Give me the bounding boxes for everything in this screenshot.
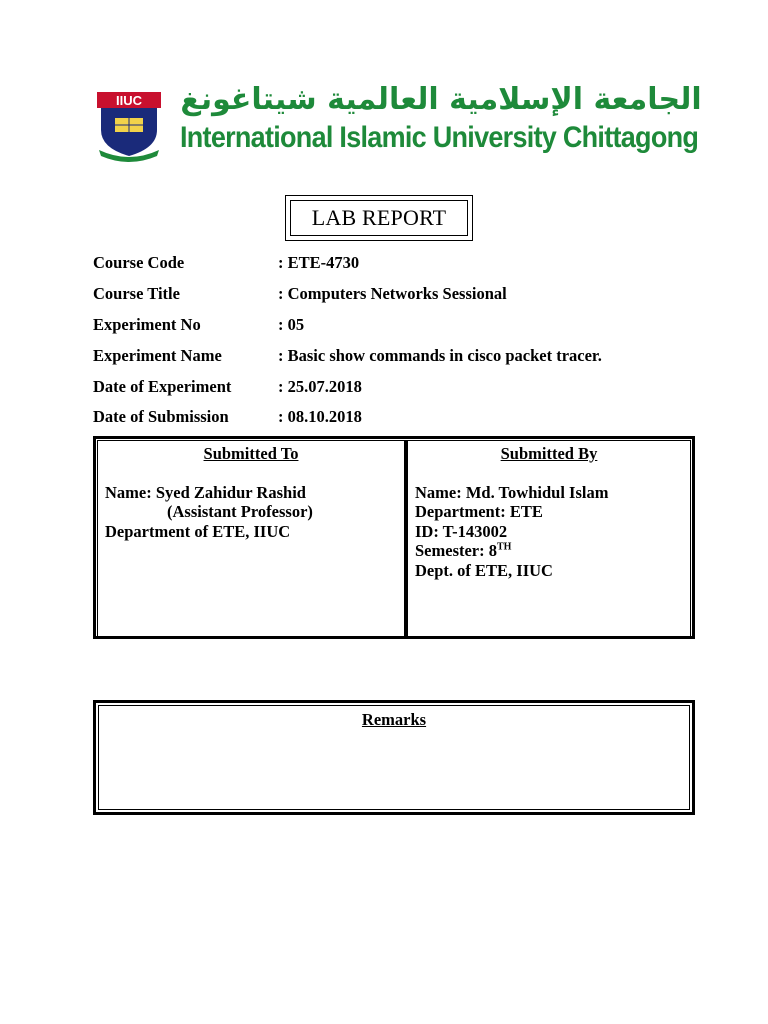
report-title: LAB REPORT [290, 200, 468, 236]
submitted-by-dept: Dept. of ETE, IIUC [415, 560, 553, 580]
submitted-by-heading: Submitted By [500, 444, 598, 463]
info-value: : Basic show commands in cisco packet tracer. [278, 345, 602, 365]
info-row [93, 402, 693, 433]
submitted-by-cell [407, 440, 691, 637]
info-label: Experiment No [93, 314, 201, 334]
submitted-to-name: Name: Syed Zahidur Rashid [105, 482, 306, 502]
info-row [93, 371, 693, 402]
submitted-by-id: ID: T-143002 [415, 521, 508, 541]
info-label: Date of Experiment [93, 376, 232, 396]
submitted-to-heading: Submitted To [203, 444, 299, 463]
info-value: : ETE-4730 [278, 253, 360, 273]
semester-superscript: TH [497, 541, 512, 553]
remarks-box [93, 700, 695, 815]
info-value: : 05 [278, 314, 305, 334]
course-info [93, 248, 693, 433]
info-value: : Computers Networks Sessional [278, 284, 507, 304]
info-row [93, 248, 693, 279]
info-label: Date of Submission [93, 407, 229, 427]
submitted-to-designation: (Assistant Professor) [167, 502, 313, 521]
university-crest-logo [95, 90, 163, 162]
info-label: Experiment Name [93, 345, 222, 365]
crest-text: IIUC [116, 93, 142, 108]
info-label: Course Code [93, 253, 185, 273]
submitted-by-department: Department: ETE [415, 502, 543, 521]
submitted-by-name: Name: Md. Towhidul Islam [415, 482, 609, 502]
info-value: : 25.07.2018 [278, 376, 362, 396]
arabic-university-name: الجامعة الإسلامية العالمية شيتاغونغ [180, 82, 702, 117]
submitted-to-department: Department of ETE, IIUC [105, 521, 291, 541]
info-label: Course Title [93, 284, 180, 304]
report-title-box [285, 195, 473, 241]
university-name: International Islamic University Chittagong [180, 121, 699, 154]
submission-table [93, 436, 695, 639]
info-row [93, 340, 693, 371]
info-row [93, 279, 693, 310]
semester-text: Semester: 8 [415, 541, 498, 560]
submitted-to-cell [97, 440, 407, 637]
info-value: : 08.10.2018 [278, 407, 362, 427]
remarks-heading: Remarks [361, 710, 427, 729]
info-row [93, 310, 693, 341]
submitted-by-semester [415, 541, 690, 561]
